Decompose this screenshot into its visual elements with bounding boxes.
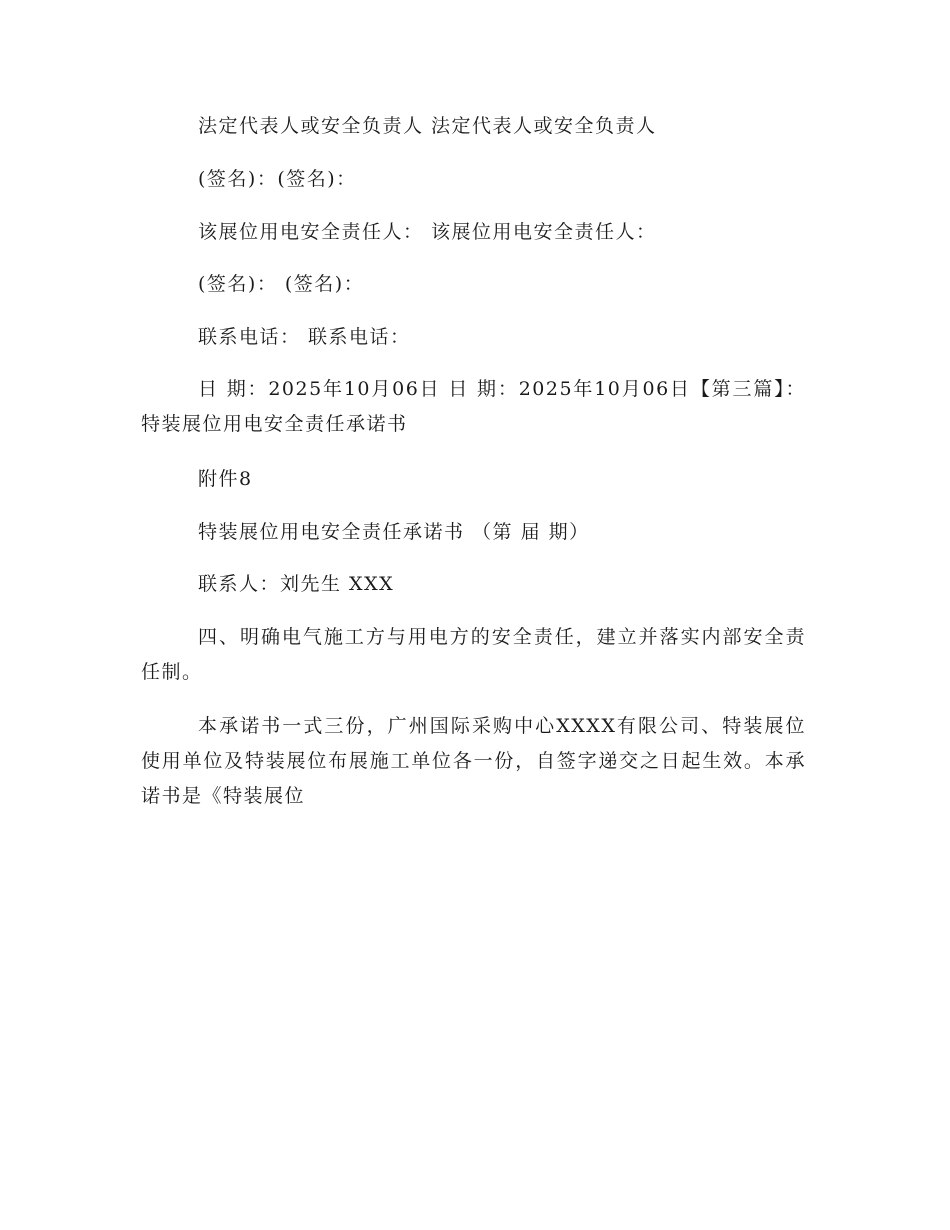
paragraph-four: 四、明确电气施工方与用电方的安全责任，建立并落实内部安全责任制。 (141, 626, 806, 683)
paragraph-copies: 本承诺书一式三份，广州国际采购中心XXXX有限公司、特装展位使用单位及特装展位布展施工单位各一份，自签字递交之日起生效。本承诺书是《特装展位 (141, 715, 806, 807)
legal-representative-line: 法定代表人或安全负责人 法定代表人或安全负责人 (198, 115, 657, 137)
signature-line-2: (签名)： (签名)： (198, 273, 365, 295)
booth-electric-safety-person-line: 该展位用电安全责任人： 该展位用电安全责任人： (198, 221, 657, 243)
contact-phone-line: 联系电话： 联系电话： (198, 326, 411, 348)
commitment-title: 特装展位用电安全责任承诺书 （第 届 期） (198, 521, 590, 543)
signature-line-1: (签名)：(签名)： (198, 168, 357, 190)
date-paragraph: 日 期：2025年10月06日 日 期：2025年10月06日【第三篇】：特装展位用电安全责任承诺书 (141, 378, 806, 435)
attachment-label: 附件8 (198, 468, 253, 490)
contact-person-line: 联系人：刘先生 XXX (198, 573, 395, 595)
